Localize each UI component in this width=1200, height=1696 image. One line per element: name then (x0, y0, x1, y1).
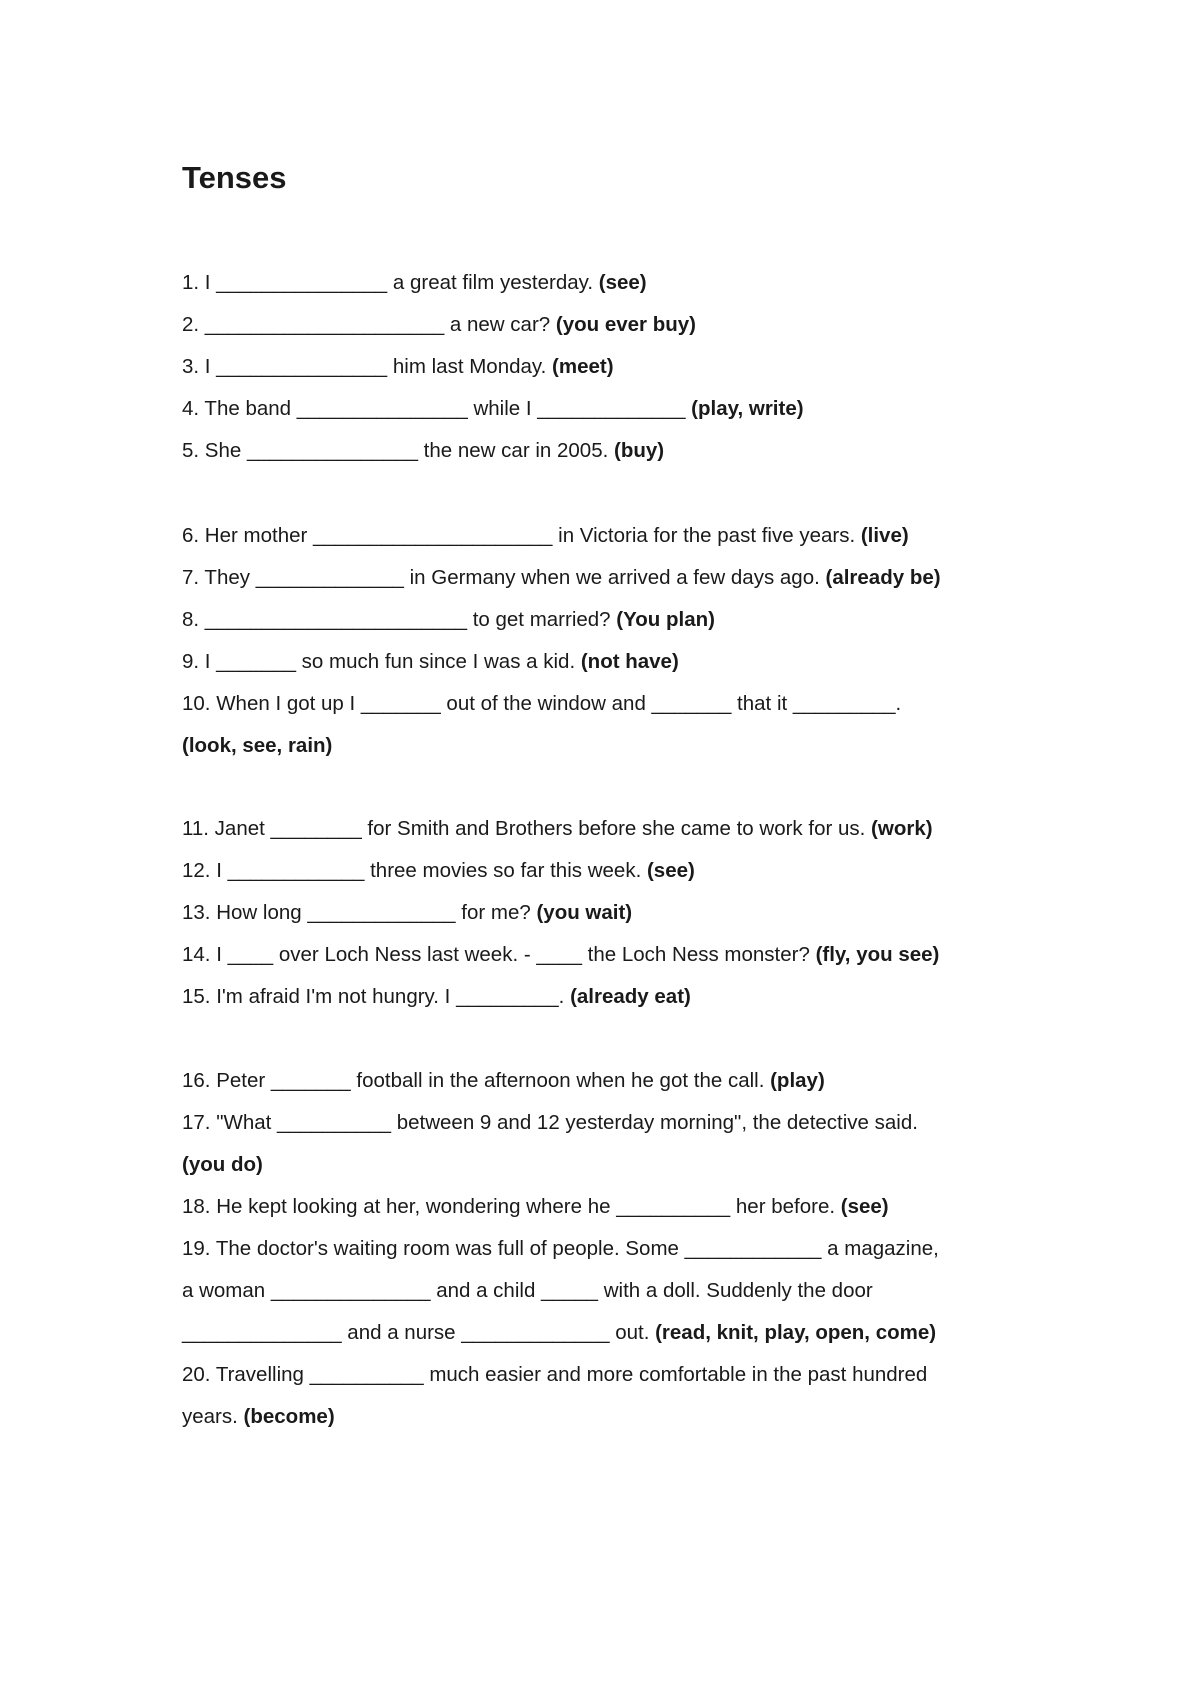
exercise-text: 20. Travelling __________ much easier and more comfortable in the past hundred (182, 1363, 928, 1386)
exercise-line (182, 987, 691, 1008)
verb-hint: (you do) (182, 1153, 263, 1176)
verb-hint: (buy) (614, 439, 665, 462)
verb-hint: (see) (840, 1195, 889, 1218)
exercise-line (182, 568, 941, 589)
page-title: Tenses (182, 160, 287, 195)
exercise-line (182, 1155, 263, 1176)
exercise-text: ______________ and a nurse _____________ out. (182, 1321, 656, 1344)
verb-hint: (work) (871, 817, 933, 840)
exercise-line (182, 1071, 825, 1092)
exercise-line (182, 1197, 889, 1218)
exercise-text: 17. "What __________ between 9 and 12 yesterday morning", the detective said. (182, 1111, 918, 1134)
verb-hint: (you wait) (536, 901, 633, 924)
exercise-line (182, 399, 804, 420)
exercise-text: 3. I _______________ him last Monday. (182, 355, 553, 378)
exercise-line (182, 273, 647, 294)
verb-hint: (live) (860, 524, 909, 547)
exercise-line (182, 357, 614, 378)
exercise-text: 1. I _______________ a great film yesterday. (182, 271, 599, 294)
verb-hint: (play, write) (691, 397, 804, 420)
verb-hint: (fly, you see) (815, 943, 940, 966)
verb-hint: (read, knit, play, open, come) (655, 1321, 937, 1344)
verb-hint: (already be) (825, 566, 941, 589)
exercise-line (182, 945, 939, 966)
verb-hint: (see) (646, 859, 695, 882)
exercise-line (182, 1407, 335, 1428)
exercise-line (182, 610, 715, 631)
verb-hint: (already eat) (570, 985, 691, 1008)
exercise-line (182, 1365, 927, 1386)
exercise-line (182, 819, 933, 840)
exercise-line (182, 315, 696, 336)
exercise-line (182, 1239, 939, 1260)
verb-hint: (not have) (580, 650, 679, 673)
exercise-line (182, 1323, 936, 1344)
exercise-text: years. (182, 1405, 244, 1428)
verb-hint: (become) (243, 1405, 335, 1428)
exercise-line (182, 526, 909, 547)
verb-hint: (you ever buy) (555, 313, 697, 336)
exercise-text: 14. I ____ over Loch Ness last week. - ____ the Loch Ness monster? (182, 943, 816, 966)
verb-hint: (You plan) (616, 608, 715, 631)
verb-hint: (play) (770, 1069, 825, 1092)
exercise-line (182, 903, 632, 924)
exercise-text: a woman ______________ and a child _____ with a doll. Suddenly the door (182, 1279, 873, 1302)
exercise-text: 19. The doctor's waiting room was full of people. Some ____________ a magazine, (182, 1237, 939, 1260)
exercise-text: 7. They _____________ in Germany when we arrived a few days ago. (182, 566, 826, 589)
exercise-text: 9. I _______ so much fun since I was a kid. (182, 650, 581, 673)
exercise-text: 16. Peter _______ football in the afternoon when he got the call. (182, 1069, 771, 1092)
exercise-text: 11. Janet ________ for Smith and Brothers before she came to work for us. (182, 817, 872, 840)
exercise-text: 6. Her mother _____________________ in Victoria for the past five years. (182, 524, 861, 547)
exercise-line (182, 861, 695, 882)
verb-hint: (meet) (552, 355, 614, 378)
exercise-text: 12. I ____________ three movies so far this week. (182, 859, 647, 882)
exercise-line (182, 1281, 873, 1302)
exercise-line (182, 736, 332, 757)
exercise-text: 10. When I got up I _______ out of the window and _______ that it _________. (182, 692, 902, 715)
exercise-text: 5. She _______________ the new car in 2005. (182, 439, 614, 462)
exercise-line (182, 652, 679, 673)
exercise-line (182, 1113, 918, 1134)
verb-hint: (look, see, rain) (182, 734, 333, 757)
exercise-text: 18. He kept looking at her, wondering where he __________ her before. (182, 1195, 841, 1218)
exercise-line (182, 441, 664, 462)
exercise-text: 2. _____________________ a new car? (182, 313, 556, 336)
verb-hint: (see) (598, 271, 647, 294)
exercise-text: 4. The band _______________ while I _____________ (182, 397, 692, 420)
exercise-line (182, 694, 901, 715)
exercise-text: 13. How long _____________ for me? (182, 901, 537, 924)
exercise-text: 8. _______________________ to get married? (182, 608, 617, 631)
exercise-text: 15. I'm afraid I'm not hungry. I _________. (182, 985, 571, 1008)
